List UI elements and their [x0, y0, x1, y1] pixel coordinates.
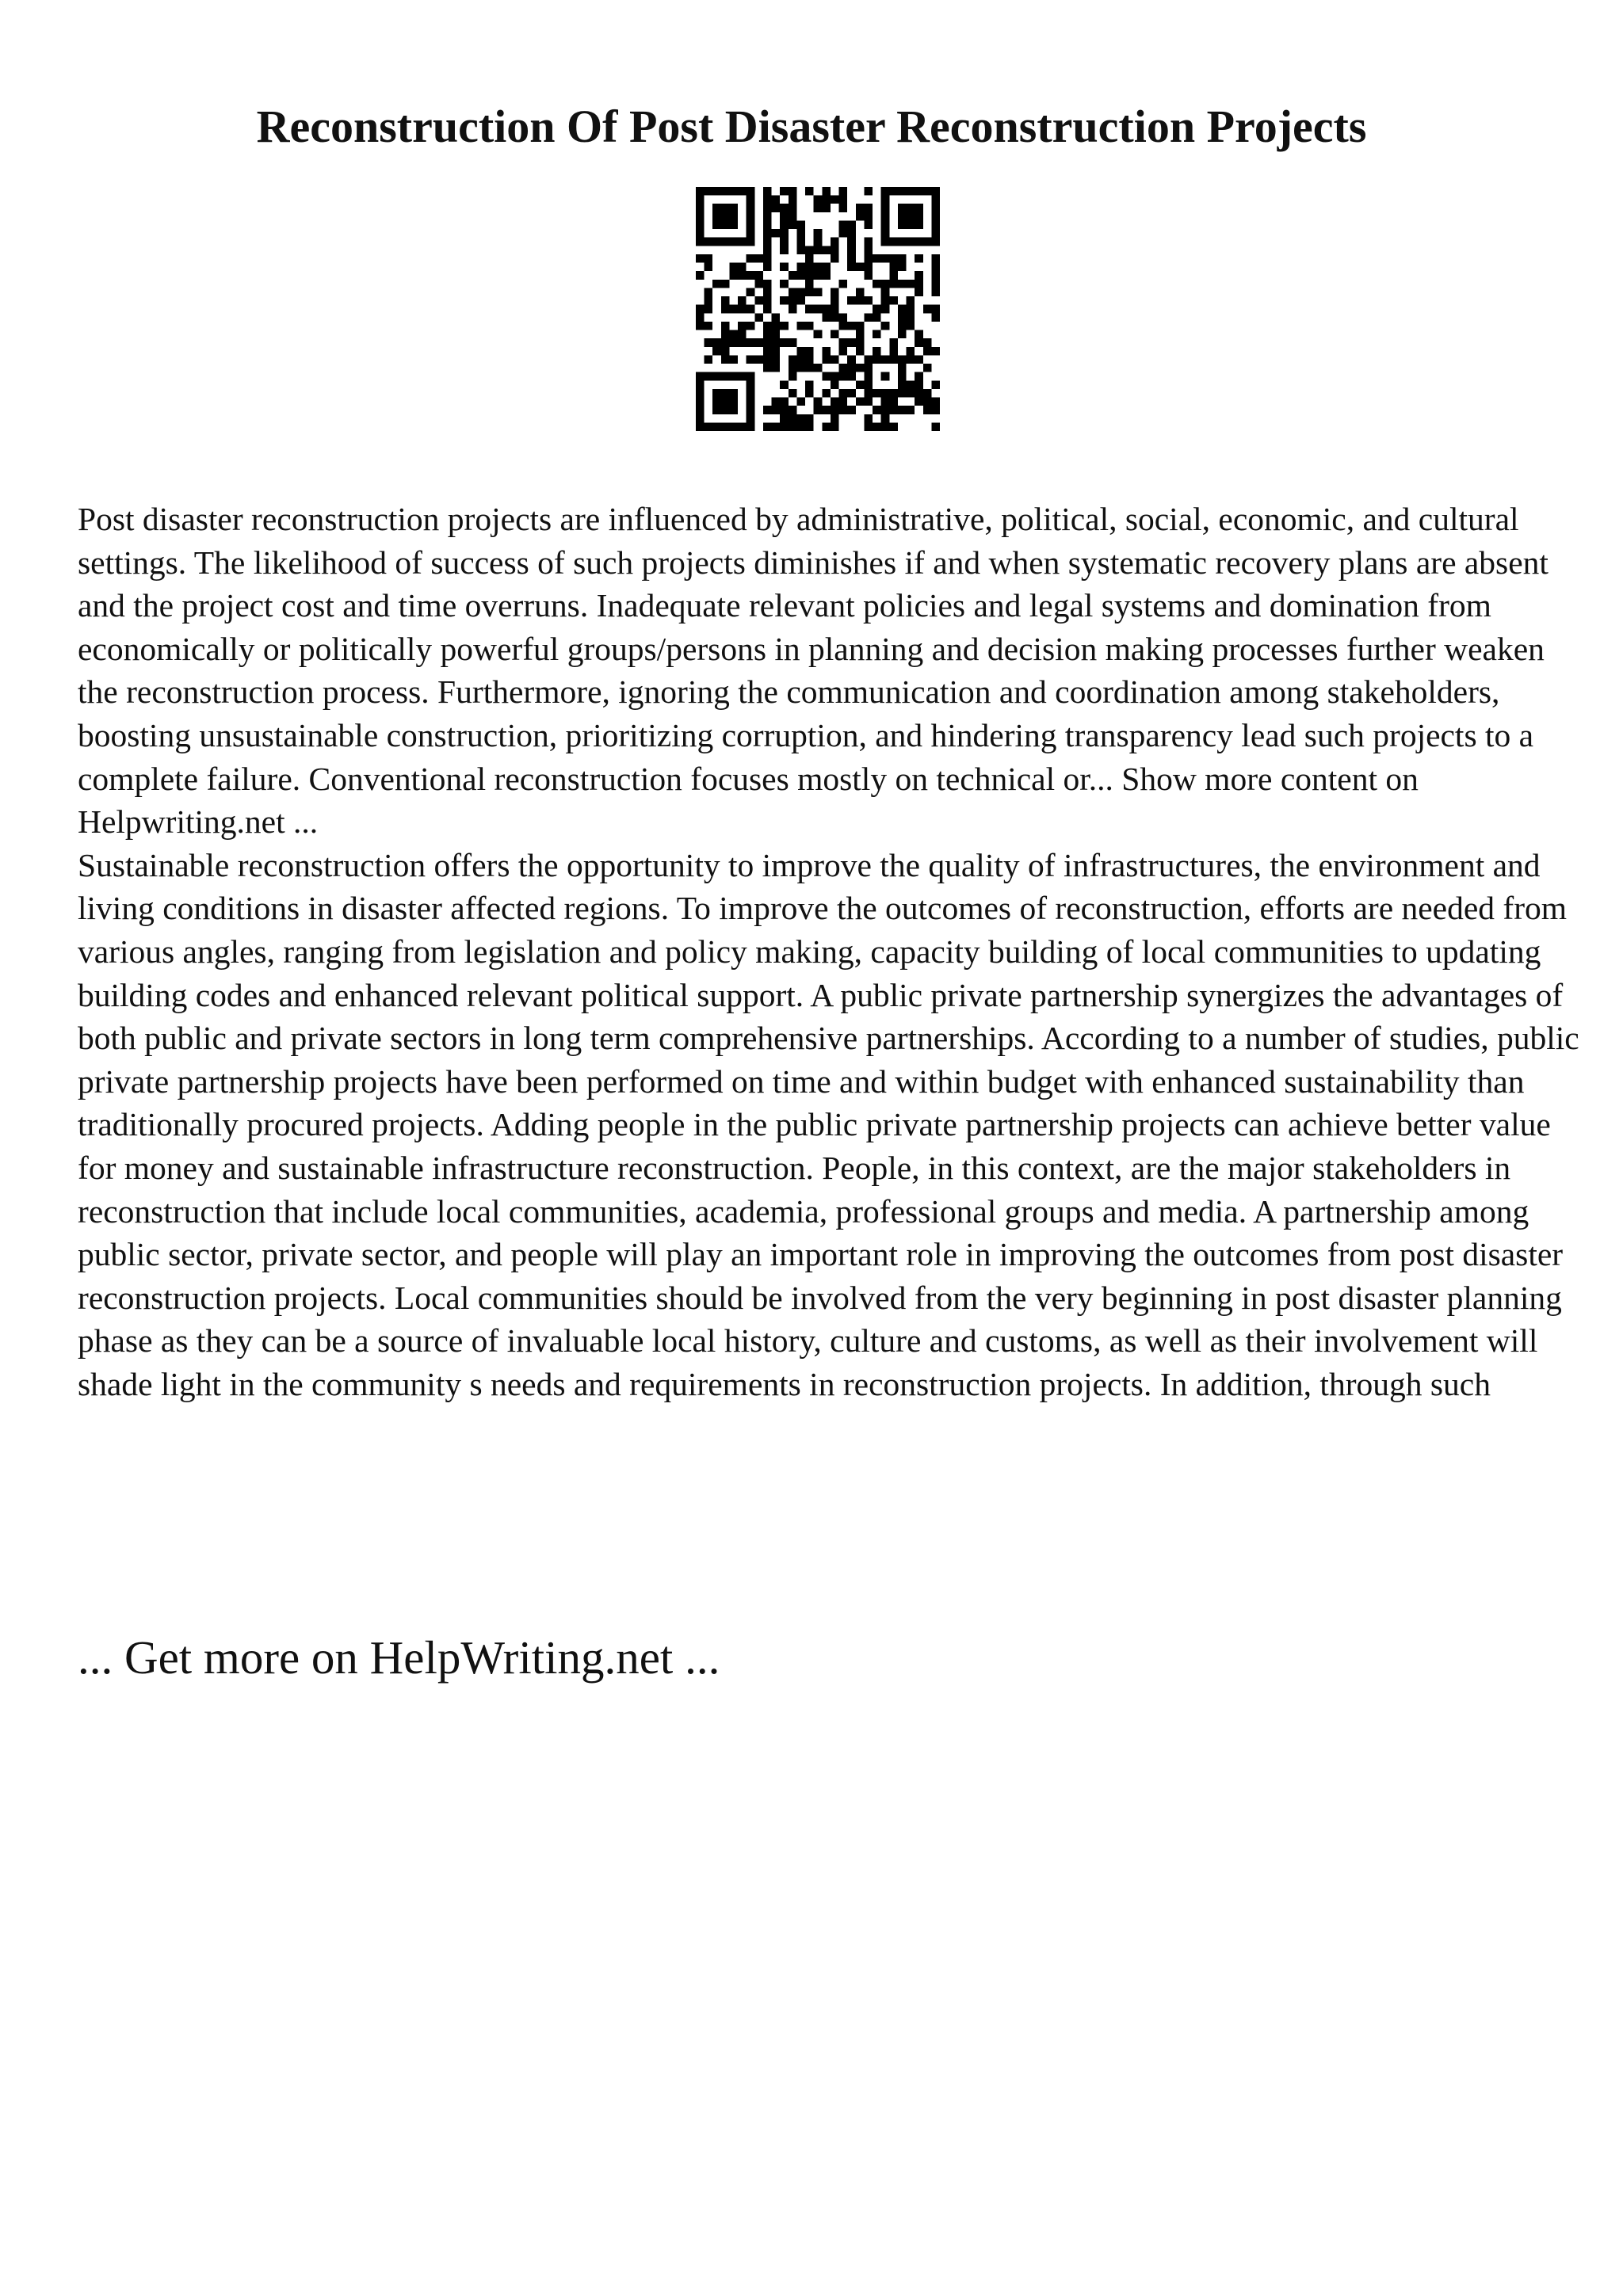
paragraph-2: Sustainable reconstruction offers the opportunity to improve the quality of infrastructures, the environment and living conditions in disaster affected regions. To improve the outcomes of reconstruction, efforts are needed from various angles, ranging from legislation and policy making, capacity building of local communities to updating building codes and enhanced relevant political support. A public private partnership synergizes the advantages of both public and private sectors in long term comprehensive partnerships. According to a number of studies, public private partnership projects have been performed on time and within budget with enhanced sustainability than traditionally procured projects. Adding people in the public private partnership projects can achieve better value for money and sustainable infrastructure reconstruction. People, in this context, are the major stakeholders in reconstruction that include local communities, academia, professional groups and media. A partnership among public sector, private sector, and people will play an important role in improving the outcomes from post disaster reconstruction projects. Local communities should be involved from the very beginning in post disaster planning phase as they can be a source of invaluable local history, culture and customs, as well as their involvement will shade light in the community s needs and requirements in reconstruction projects. In addition, through such	[78, 846, 1579, 1402]
get-more-link[interactable]: ... Get more on HelpWriting.net ...	[78, 1631, 720, 1684]
qr-code-icon[interactable]	[696, 187, 940, 431]
qr-code-graphic	[696, 187, 940, 431]
document-title: Reconstruction Of Post Disaster Reconstruction Projects	[256, 101, 1367, 152]
article-body	[78, 498, 1583, 1405]
paragraph-1: Post disaster reconstruction projects are influenced by administrative, political, social, economic, and cultural settings. The likelihood of success of such projects diminishes if and when systematic recovery plans are absent and the project cost and time overruns. Inadequate relevant policies and legal systems and domination from economically or politically powerful groups/persons in planning and decision making processes further weaken the reconstruction process. Furthermore, ignoring the communication and coordination among stakeholders, boosting unsustainable construction, prioritizing corruption, and hindering transparency lead such projects to a complete failure. Conventional reconstruction focuses mostly on technical or... Show more content on Helpwriting.net ...	[78, 501, 1549, 841]
